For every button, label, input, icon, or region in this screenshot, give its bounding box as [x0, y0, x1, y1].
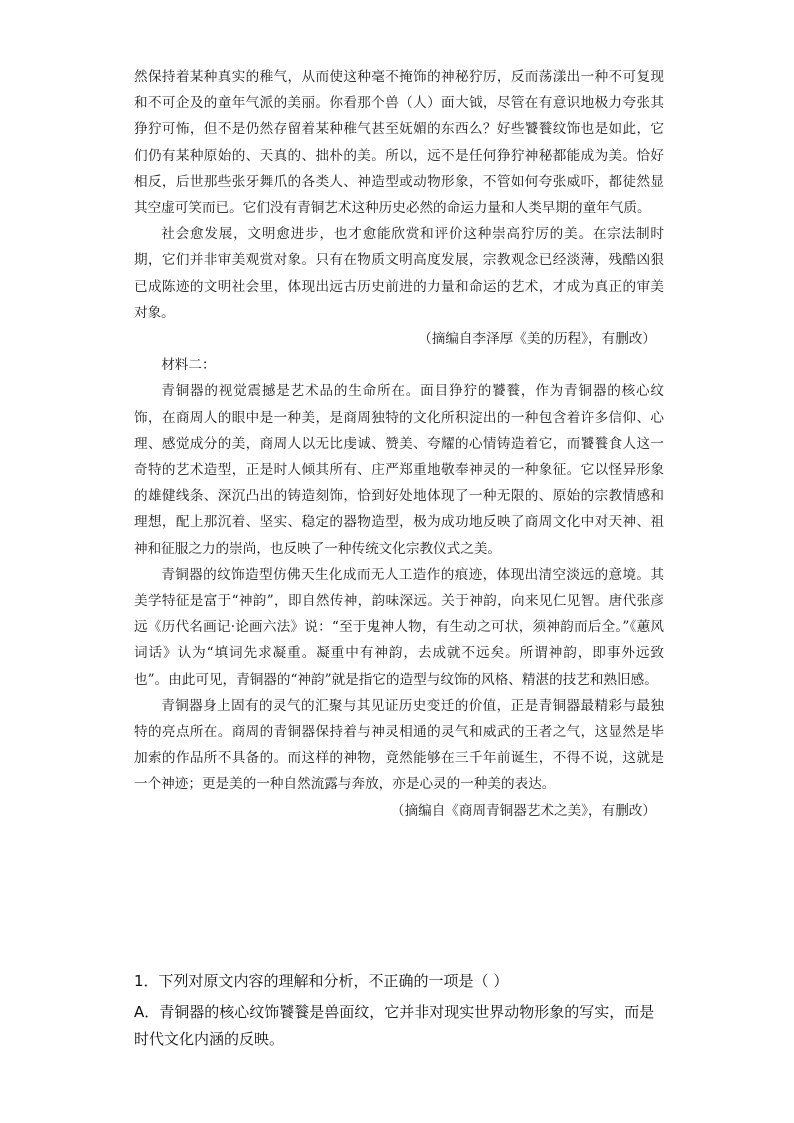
- material1-source: （摘编自李泽厚《美的历程》，有删改）: [418, 331, 656, 348]
- material2-paragraph-3: 青铜器身上固有的灵气的汇聚与其见证历史变迁的价值，正是青铜器最精彩与最独特的亮点所在。商周的青铜器保持着与神灵相通的灵气和威武的王者之气，这显然是毕加索的作品所不具备的。而这样的神物，竟然能够在三千年前诞生，不得不说，这就是一个神迹；更是美的一种自然流露与奔放，亦是心灵的一种美的表达。: [134, 697, 664, 793]
- material1-paragraph-continued: 然保持着某种真实的稚气，从而使这种毫不掩饰的神秘狞厉，反而荡漾出一种不可复现和不可企及的童年气派的美丽。你看那个兽（人）面大钺，尽管在有意识地极力夸张其狰狞可怖，但不是仍然存留着某种稚气甚至妩媚的东西么？好些饕餮纹饰也是如此，它们仍有某种原始的、天真的、拙朴的美。所以，远不是任何狰狞神秘都能成为美。恰好相反，后世那些张牙舞爪的各类人、神造型或动物形象，不管如何夸张威吓，都徒然显其空虚可笑而已。它们没有青铜艺术这种历史必然的命运力量和人类早期的童年气质。: [134, 69, 664, 217]
- option-a[interactable]: A．青铜器的核心纹饰饕餮是兽面纹，它并非对现实世界动物形象的写实，而是时代文化内涵的反映。: [134, 1003, 655, 1048]
- question-title: 1．下列对原文内容的理解和分析，不正确的一项是（ ）: [134, 972, 509, 990]
- material2-paragraph-2: 青铜器的纹饰造型仿佛天生化成而无人工造作的痕迹，体现出清空淡远的意境。其美学特征是富于“神韵”，即自然传神，韵味深远。关于神韵，向来见仁见智。唐代张彦远《历代名画记·论画六法》说：“至于鬼神人物，有生动之可状，须神韵而后全。”《蕙风词话》认为“填词先求凝重。凝重中有神韵，去成就不远矣。所谓神韵，即事外远致也”。由此可见，青铜器的“神韵”就是指它的造型与纹饰的风格、精湛的技艺和熟旧感。: [134, 566, 664, 688]
- material2-source: （摘编自《商周青铜器艺术之美》，有删改）: [390, 802, 656, 819]
- article-body: [134, 64, 664, 824]
- question-1: [134, 968, 664, 1053]
- material2-heading: 材料二：: [161, 357, 216, 374]
- material2-paragraph-1: 青铜器的视觉震撼是艺术品的生命所在。面目狰狞的饕餮，作为青铜器的核心纹饰，在商周人的眼中是一种美，是商周独特的文化所积淀出的一种包含着许多信仰、心理、感觉成分的美，商周人以无比虔诚、赞美、夸耀的心情铸造着它，而饕餮食人这一奇特的艺术造型，正是时人倾其所有、庄严郑重地敬奉神灵的一种象征。它以怪异形象的雄健线条、深沉凸出的铸造刻饰，恰到好处地体现了一种无限的、原始的宗教情感和理想，配上那沉着、坚实、稳定的器物造型，极为成功地反映了商周文化中对天神、祖神和征服之力的崇尚，也反映了一种传统文化宗教仪式之美。: [134, 383, 664, 557]
- material1-paragraph-2: 社会愈发展，文明愈进步，也才愈能欣赏和评价这种崇高狞厉的美。在宗法制时期，它们并非审美观赏对象。只有在物质文明高度发展，宗教观念已经淡薄，残酷凶狠已成陈迹的文明社会里，体现出远古历史前进的力量和命运的艺术，才成为真正的审美对象。: [134, 226, 664, 321]
